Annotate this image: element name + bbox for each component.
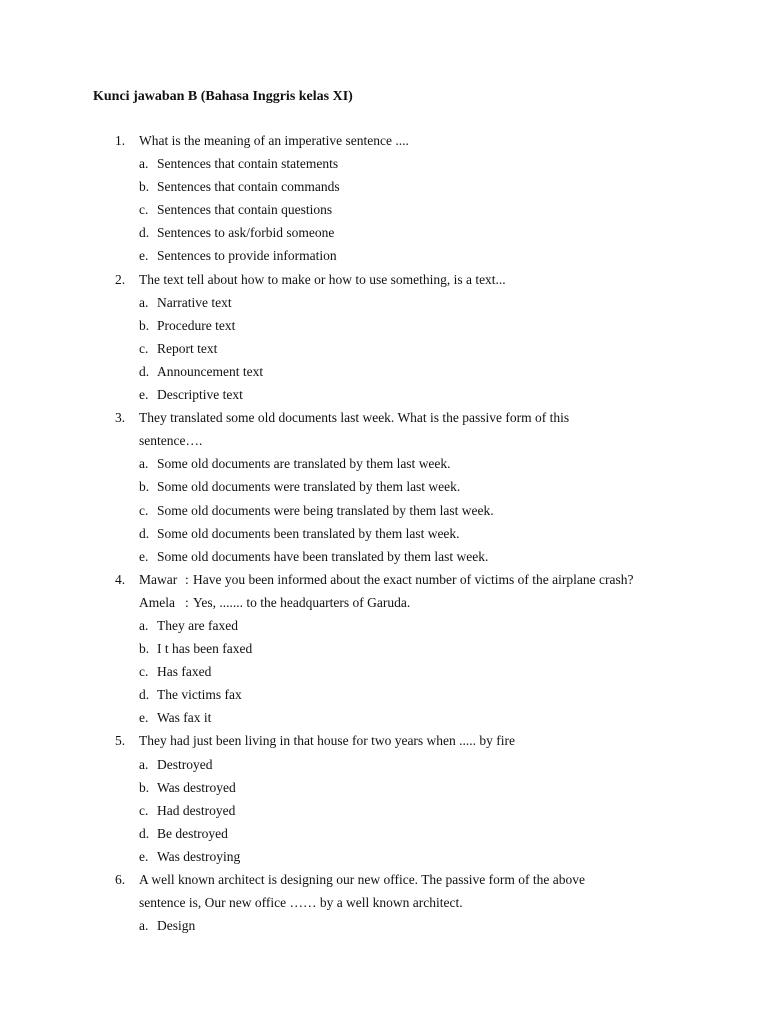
option-text: Was destroyed [157, 779, 236, 795]
answer-option [0, 662, 768, 685]
question-text: They translated some old documents last week. What is the passive form of this [139, 410, 570, 426]
option-text: I t has been faxed [157, 641, 253, 657]
dialogue-line [0, 593, 768, 616]
option-letter: c. [139, 664, 149, 680]
dialogue-speaker: Amela [139, 594, 175, 610]
option-letter: d. [139, 525, 150, 541]
answer-option [0, 154, 768, 177]
answer-option [0, 501, 768, 524]
answer-option [0, 616, 768, 639]
answer-option [0, 755, 768, 778]
option-letter: d. [139, 825, 150, 841]
dialogue-line [0, 570, 768, 593]
question-line [0, 408, 768, 431]
dialogue-speaker: Mawar [139, 571, 178, 587]
option-letter: c. [139, 340, 149, 356]
option-letter: a. [139, 294, 149, 310]
option-text: Was destroying [157, 848, 241, 864]
answer-option [0, 293, 768, 316]
option-text: Announcement text [157, 363, 264, 379]
option-letter: d. [139, 225, 150, 241]
option-letter: c. [139, 502, 149, 518]
option-text: Sentences that contain questions [157, 202, 333, 218]
question-text: The text tell about how to make or how to use something, is a text... [139, 271, 506, 287]
option-text: Had destroyed [157, 802, 236, 818]
question-number: 6. [115, 872, 126, 887]
answer-option [0, 778, 768, 801]
option-text: Be destroyed [157, 825, 228, 841]
option-letter: e. [139, 710, 149, 726]
option-letter: e. [139, 387, 149, 403]
question-item [0, 570, 768, 732]
answer-option [0, 708, 768, 731]
question-line [0, 870, 768, 893]
question-line [0, 131, 768, 154]
question-text: They had just been living in that house for two years when ..... by fire [139, 733, 516, 749]
question-number: 4. [115, 571, 126, 587]
answer-option [0, 246, 768, 269]
option-text: Sentences that contain commands [157, 179, 340, 195]
answer-option [0, 916, 768, 939]
answer-option [0, 639, 768, 662]
question-line [0, 893, 768, 916]
answer-option [0, 547, 768, 570]
answer-option [0, 847, 768, 870]
dialogue-text: Have you been informed about the exact number of victims of the airplane crash? [193, 571, 634, 587]
option-letter: a. [139, 617, 149, 633]
option-text: Narrative text [157, 294, 232, 310]
option-text: Procedure text [157, 317, 236, 333]
option-text: They are faxed [157, 617, 238, 633]
option-letter: b. [139, 779, 150, 795]
option-text: Descriptive text [157, 387, 243, 403]
option-text: The victims fax [157, 687, 242, 703]
option-letter: e. [139, 548, 149, 564]
option-letter: a. [139, 756, 149, 772]
option-text: Was fax it [157, 710, 212, 726]
answer-option [0, 801, 768, 824]
option-text: Some old documents were being translated by them last week. [157, 502, 494, 518]
question-text: sentence is, Our new office …… by a well known architect. [139, 895, 463, 911]
answer-option [0, 685, 768, 708]
answer-option [0, 385, 768, 408]
answer-option [0, 316, 768, 339]
option-letter: b. [139, 641, 150, 657]
option-letter: c. [139, 802, 149, 818]
option-letter: b. [139, 317, 150, 333]
answer-option [0, 200, 768, 223]
option-text: Design [157, 918, 196, 934]
question-number: 1. [115, 133, 126, 148]
answer-option [0, 824, 768, 847]
option-text: Sentences to ask/forbid someone [157, 225, 335, 241]
question-line [0, 431, 768, 454]
option-text: Sentences to provide information [157, 248, 337, 264]
option-letter: b. [139, 179, 150, 195]
option-text: Some old documents are translated by them last week. [157, 456, 451, 472]
question-item [0, 270, 768, 409]
document-title: Kunci jawaban B (Bahasa Inggris kelas XI) [93, 89, 353, 104]
option-text: Some old documents have been translated by them last week. [157, 548, 489, 564]
option-text: Some old documents been translated by them last week. [157, 525, 460, 541]
answer-option [0, 223, 768, 246]
option-text: Destroyed [157, 756, 213, 772]
answer-option [0, 362, 768, 385]
option-text: Sentences that contain statements [157, 156, 339, 172]
question-item [0, 870, 768, 939]
answer-option [0, 524, 768, 547]
question-text: sentence…. [139, 433, 203, 449]
option-letter: a. [139, 918, 149, 934]
option-letter: e. [139, 248, 149, 264]
option-letter: b. [139, 479, 150, 495]
question-text: A well known architect is designing our new office. The passive form of the above [139, 872, 586, 887]
dialogue-colon: : [185, 594, 189, 610]
option-letter: d. [139, 687, 150, 703]
option-letter: d. [139, 363, 150, 379]
question-line [0, 731, 768, 754]
question-list [0, 131, 768, 939]
answer-option [0, 339, 768, 362]
option-text: Some old documents were translated by them last week. [157, 479, 461, 495]
question-line [0, 270, 768, 293]
question-item [0, 408, 768, 570]
question-text: What is the meaning of an imperative sentence .... [139, 133, 409, 148]
answer-option [0, 454, 768, 477]
question-number: 3. [115, 410, 126, 426]
option-text: Report text [157, 340, 218, 356]
option-letter: a. [139, 156, 149, 172]
question-number: 2. [115, 271, 126, 287]
option-text: Has faxed [157, 664, 212, 680]
question-item [0, 131, 768, 270]
question-number: 5. [115, 733, 126, 749]
answer-option [0, 477, 768, 500]
dialogue-text: Yes, ....... to the headquarters of Garuda. [193, 594, 411, 610]
dialogue-colon: : [185, 571, 189, 587]
answer-option [0, 177, 768, 200]
option-letter: e. [139, 848, 149, 864]
question-item [0, 731, 768, 870]
option-letter: c. [139, 202, 149, 218]
option-letter: a. [139, 456, 149, 472]
